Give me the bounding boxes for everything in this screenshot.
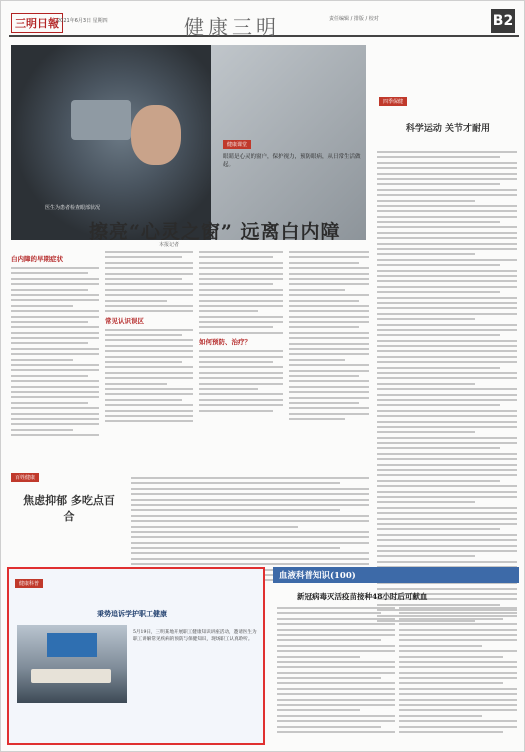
article-column-2 <box>105 251 193 426</box>
hero-lede: 眼睛是心灵的窗户，保护视力，预防眼病，从日常生活做起。 <box>223 154 361 168</box>
article-column-3 <box>199 251 283 415</box>
right-article-title: 科学运动 关节才耐用 <box>405 124 491 134</box>
hero-photo <box>11 45 211 240</box>
middle-section-tag: 百姓健康 <box>11 473 39 482</box>
hero-feature <box>11 45 366 240</box>
masthead <box>9 7 519 37</box>
page-number-badge: B2 <box>491 9 515 33</box>
subhead-prevention: 如何预防、治疗？ <box>199 338 251 347</box>
section-title: 健康三明 <box>184 15 280 39</box>
middle-article-title: 焦虑抑郁 多吃点百合 <box>23 494 115 523</box>
right-article-body <box>377 151 517 625</box>
right-section-tag: 四季保健 <box>379 97 407 106</box>
subhead-early-symptoms: 白内障的早期症状 <box>11 255 63 263</box>
hero-tag: 健康课堂 <box>223 140 251 149</box>
article-column-1 <box>11 251 99 440</box>
patient-face <box>131 105 181 165</box>
box-article-text: 5月19日，三明某地开展职工健康知识讲座活动，邀请医生为职工讲解常见疾病的预防与保健知识，现场职工认真聆听。 <box>133 630 257 642</box>
health-banner <box>273 567 519 583</box>
dateline: 2021年6月3日 星期四 <box>57 18 108 24</box>
eye-exam-device <box>71 100 131 140</box>
newspaper-logo: 三明日報 <box>11 13 63 33</box>
box-section-tag: 健康科普 <box>15 579 43 588</box>
health-article-column-2 <box>399 607 517 736</box>
article-column-4 <box>289 251 369 424</box>
projection-screen <box>47 633 97 657</box>
health-banner-label: 血液科普知识(100) <box>279 571 356 581</box>
hero-headline: 擦亮“心灵之窗” 远离白内障 <box>89 221 341 240</box>
highlighted-article-box <box>7 567 265 745</box>
health-article-title: 新冠病毒灭活疫苗接种48小时后可献血 <box>297 592 428 601</box>
editors-info: 责任编辑 / 排版 / 校对 <box>329 16 379 22</box>
health-article-column-1 <box>277 607 395 736</box>
meeting-photo <box>17 625 127 703</box>
photo-caption: 医生为患者检查眼部状况 <box>45 205 101 211</box>
box-article-title: 秉势追诉学护职工健康 <box>97 609 167 618</box>
conference-table <box>31 669 111 683</box>
byline: 本报记者 <box>159 242 180 248</box>
subhead-misconceptions: 常见认识误区 <box>105 316 144 325</box>
